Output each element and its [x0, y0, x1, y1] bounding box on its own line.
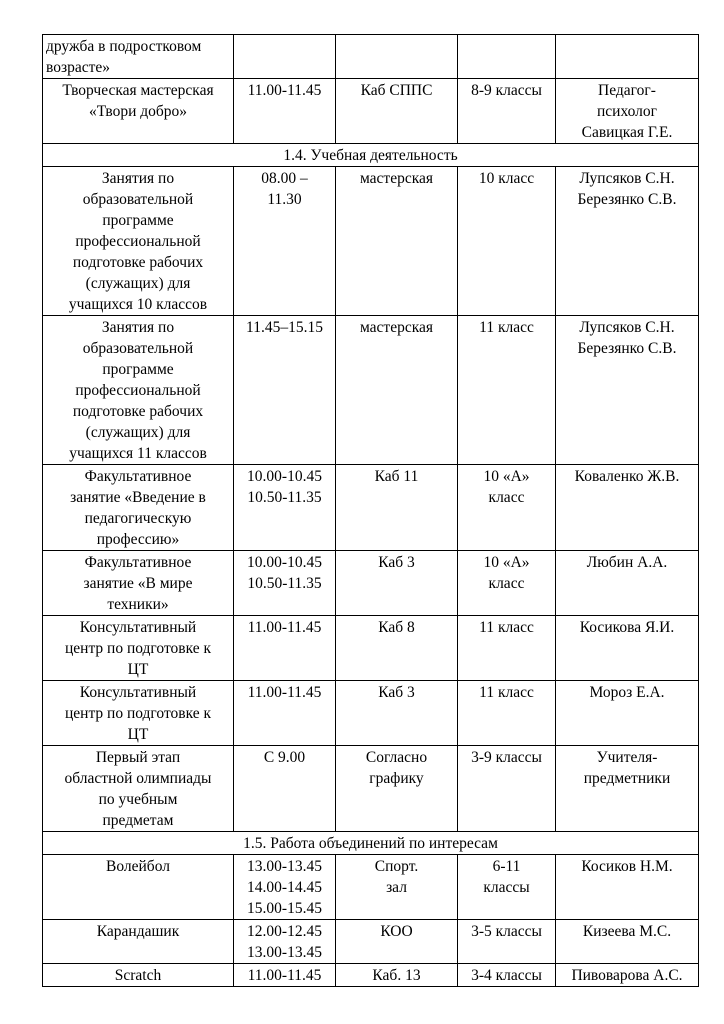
responsible-cell: Педагог- психолог Савицкая Г.Е. [556, 79, 699, 144]
time-cell: 12.00-12.45 13.00-13.45 [234, 920, 336, 964]
section-header-row [43, 832, 699, 855]
class-cell [458, 35, 556, 79]
schedule-table-body [43, 35, 699, 987]
responsible-cell: Мороз Е.А. [556, 681, 699, 746]
time-cell: 11.00-11.45 [234, 681, 336, 746]
class-cell: 3-4 классы [458, 964, 556, 987]
table-row [43, 964, 699, 987]
place-cell: мастерская [336, 167, 458, 316]
place-cell: Каб 3 [336, 681, 458, 746]
time-cell [234, 35, 336, 79]
responsible-cell: Кизеева М.С. [556, 920, 699, 964]
place-cell: Каб 3 [336, 551, 458, 616]
class-cell: 11 класс [458, 616, 556, 681]
place-cell: КОО [336, 920, 458, 964]
time-cell: 11.45–15.15 [234, 316, 336, 465]
responsible-cell: Пивоварова А.С. [556, 964, 699, 987]
time-cell: 10.00-10.45 10.50-11.35 [234, 551, 336, 616]
activity-cell: Scratch [43, 964, 234, 987]
activity-cell: дружба в подростковом возрасте» [43, 35, 234, 79]
section-title: 1.5. Работа объединений по интересам [43, 832, 699, 855]
class-cell: 10 «А» класс [458, 551, 556, 616]
time-cell: 10.00-10.45 10.50-11.35 [234, 465, 336, 551]
responsible-cell [556, 35, 699, 79]
place-cell: Каб. 13 [336, 964, 458, 987]
time-cell: 11.00-11.45 [234, 964, 336, 987]
responsible-cell: Лупсяков С.Н. Березянко С.В. [556, 316, 699, 465]
table-row [43, 35, 699, 79]
class-cell: 6-11 классы [458, 855, 556, 920]
place-cell: Каб 8 [336, 616, 458, 681]
place-cell: мастерская [336, 316, 458, 465]
table-row [43, 616, 699, 681]
activity-cell: Творческая мастерская «Твори добро» [43, 79, 234, 144]
activity-cell: Консультативный центр по подготовке к ЦТ [43, 616, 234, 681]
place-cell: Каб СППС [336, 79, 458, 144]
table-row [43, 681, 699, 746]
class-cell: 3-5 классы [458, 920, 556, 964]
responsible-cell: Учителя- предметники [556, 746, 699, 832]
place-cell: Согласно графику [336, 746, 458, 832]
section-title: 1.4. Учебная деятельность [43, 144, 699, 167]
table-row [43, 167, 699, 316]
place-cell: Каб 11 [336, 465, 458, 551]
table-row [43, 855, 699, 920]
class-cell: 10 «А» класс [458, 465, 556, 551]
activity-cell: Занятия по образовательной программе профессиональной подготовке рабочих (служащих) для учащихся 11 классов [43, 316, 234, 465]
table-row [43, 79, 699, 144]
class-cell: 3-9 классы [458, 746, 556, 832]
place-cell [336, 35, 458, 79]
section-header-row [43, 144, 699, 167]
class-cell: 10 класс [458, 167, 556, 316]
table-row [43, 316, 699, 465]
activity-cell: Карандашик [43, 920, 234, 964]
table-row [43, 920, 699, 964]
class-cell: 11 класс [458, 316, 556, 465]
activity-cell: Волейбол [43, 855, 234, 920]
schedule-table [42, 34, 699, 987]
time-cell: 13.00-13.45 14.00-14.45 15.00-15.45 [234, 855, 336, 920]
responsible-cell: Лупсяков С.Н. Березянко С.В. [556, 167, 699, 316]
activity-cell: Факультативное занятие «В мире техники» [43, 551, 234, 616]
time-cell: 08.00 – 11.30 [234, 167, 336, 316]
document-page [42, 34, 698, 987]
class-cell: 11 класс [458, 681, 556, 746]
time-cell: С 9.00 [234, 746, 336, 832]
time-cell: 11.00-11.45 [234, 79, 336, 144]
activity-cell: Занятия по образовательной программе профессиональной подготовке рабочих (служащих) для учащихся 10 классов [43, 167, 234, 316]
table-row [43, 746, 699, 832]
place-cell: Спорт. зал [336, 855, 458, 920]
time-cell: 11.00-11.45 [234, 616, 336, 681]
activity-cell: Консультативный центр по подготовке к ЦТ [43, 681, 234, 746]
responsible-cell: Коваленко Ж.В. [556, 465, 699, 551]
responsible-cell: Любин А.А. [556, 551, 699, 616]
table-row [43, 465, 699, 551]
class-cell: 8-9 классы [458, 79, 556, 144]
activity-cell: Факультативное занятие «Введение в педагогическую профессию» [43, 465, 234, 551]
activity-cell: Первый этап областной олимпиады по учебным предметам [43, 746, 234, 832]
responsible-cell: Косикова Я.И. [556, 616, 699, 681]
table-row [43, 551, 699, 616]
responsible-cell: Косиков Н.М. [556, 855, 699, 920]
